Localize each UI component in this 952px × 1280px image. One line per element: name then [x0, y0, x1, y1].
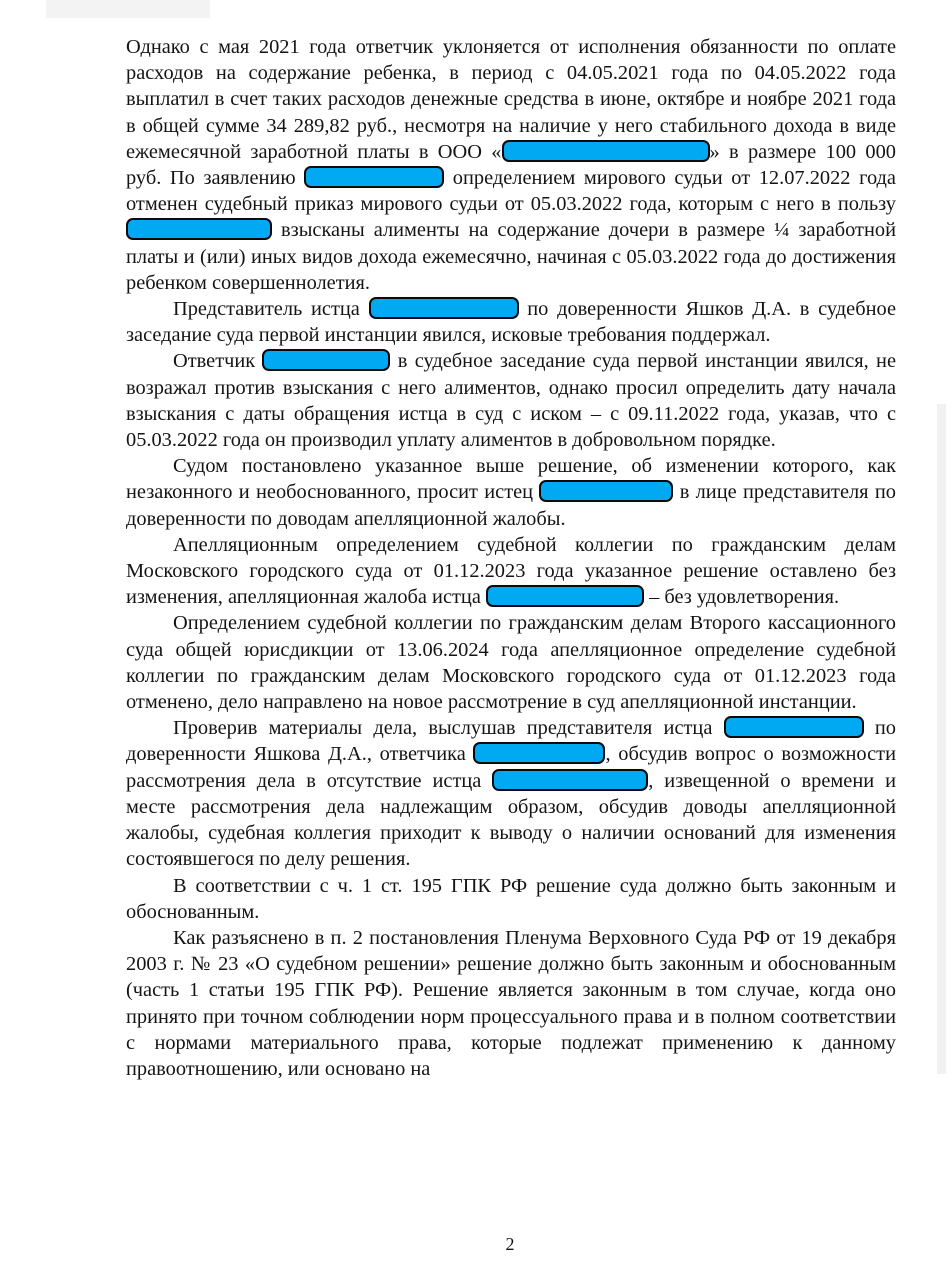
redaction-block [473, 742, 605, 764]
redaction-block [369, 297, 519, 319]
redaction-block [502, 140, 710, 162]
document-body [126, 34, 896, 1082]
paragraph-8: В соответствии с ч. 1 ст. 195 ГПК РФ решение суда должно быть законным и обоснованным. [126, 874, 896, 923]
redaction-block [126, 218, 272, 240]
scan-edge-shadow [937, 404, 946, 1074]
redaction-block [724, 716, 864, 738]
redaction-block [492, 769, 648, 791]
redaction-block [539, 480, 673, 502]
page-number: 2 [505, 1234, 515, 1254]
redaction-block [486, 585, 644, 607]
scan-shadow [46, 0, 210, 18]
paragraph-6: Определением судебной коллегии по гражданским делам Второго кассационного суда общей юрисдикции от 13.06.2024 года апелляционное определение судебной коллегии по гражданским делам Московского городского суда от 01.12.2023 года отменено, дело направлено на новое рассмотрение в суд апелляционной инстанции. [126, 612, 896, 714]
paragraph-3: Ответчик в судебное заседание суда первой инстанции явился, не возражал против взыскания с него алиментов, однако просил определить дату начала взыскания с даты обращения истца в суд с иском – с 09.11.2022 года, указав, что с 05.03.2022 года он производил уплату алиментов в добровольном порядке. [126, 350, 897, 452]
paragraph-9: Как разъяснено в п. 2 постановления Пленума Верховного Суда РФ от 19 декабря 2003 г. № 23 «О судебном решении» решение должно быть законным и обоснованным (часть 1 статьи 195 ГПК РФ). Решение является законным в том случае, когда оно принято при точном соблюдении норм процессуального права и в полном соответствии с нормами материального права, которые подлежат применению к данному правоотношению, или основано на [126, 926, 896, 1080]
paragraph-4: Судом постановлено указанное выше решение, об изменении которого, как незаконного и необоснованного, просит истец в лице представителя по доверенности по доводам апелляционной жалобы. [126, 455, 896, 530]
paragraph-7: Проверив материалы дела, выслушав представителя истца по доверенности Яшкова Д.А., ответчика , обсудив вопрос о возможности рассмотрения дела в отсутствие истца , извещенной о времени и месте рассмотрения дела надлежащим образом, обсудив доводы апелляционной жалобы, судебная коллегия приходит к выводу о наличии оснований для изменения состоявшегося по делу решения. [126, 717, 896, 871]
paragraph-1: Однако с мая 2021 года ответчик уклоняется от исполнения обязанности по оплате расходов на содержание ребенка, в период с 04.05.2021 года по 04.05.2022 года выплатил в счет таких расходов денежные средства в июне, октябре и ноябре 2021 года в общей сумме 34 289,82 руб., несмотря на наличие у него стабильного дохода в виде ежемесячной заработной платы в ООО « » в размере 100 000 руб. По заявлению определением мирового судьи от 12.07.2022 года отменен судебный приказ мирового судьи от 05.03.2022 года, которым с него в пользу взысканы алименты на содержание дочери в размере ¼ заработной платы и (или) иных видов дохода ежемесячно, начиная с 05.03.2022 года до достижения ребенком совершеннолетия. [126, 36, 896, 294]
paragraph-2: Представитель истца по доверенности Яшков Д.А. в судебное заседание суда первой инстанции явился, исковые требования поддержал. [126, 298, 896, 347]
redaction-block [304, 166, 444, 188]
redaction-block [262, 349, 390, 371]
paragraph-5: Апелляционным определением судебной коллегии по гражданским делам Московского городского суда от 01.12.2023 года указанное решение оставлено без изменения, апелляционная жалоба истца – без удовлетворения. [126, 533, 896, 609]
